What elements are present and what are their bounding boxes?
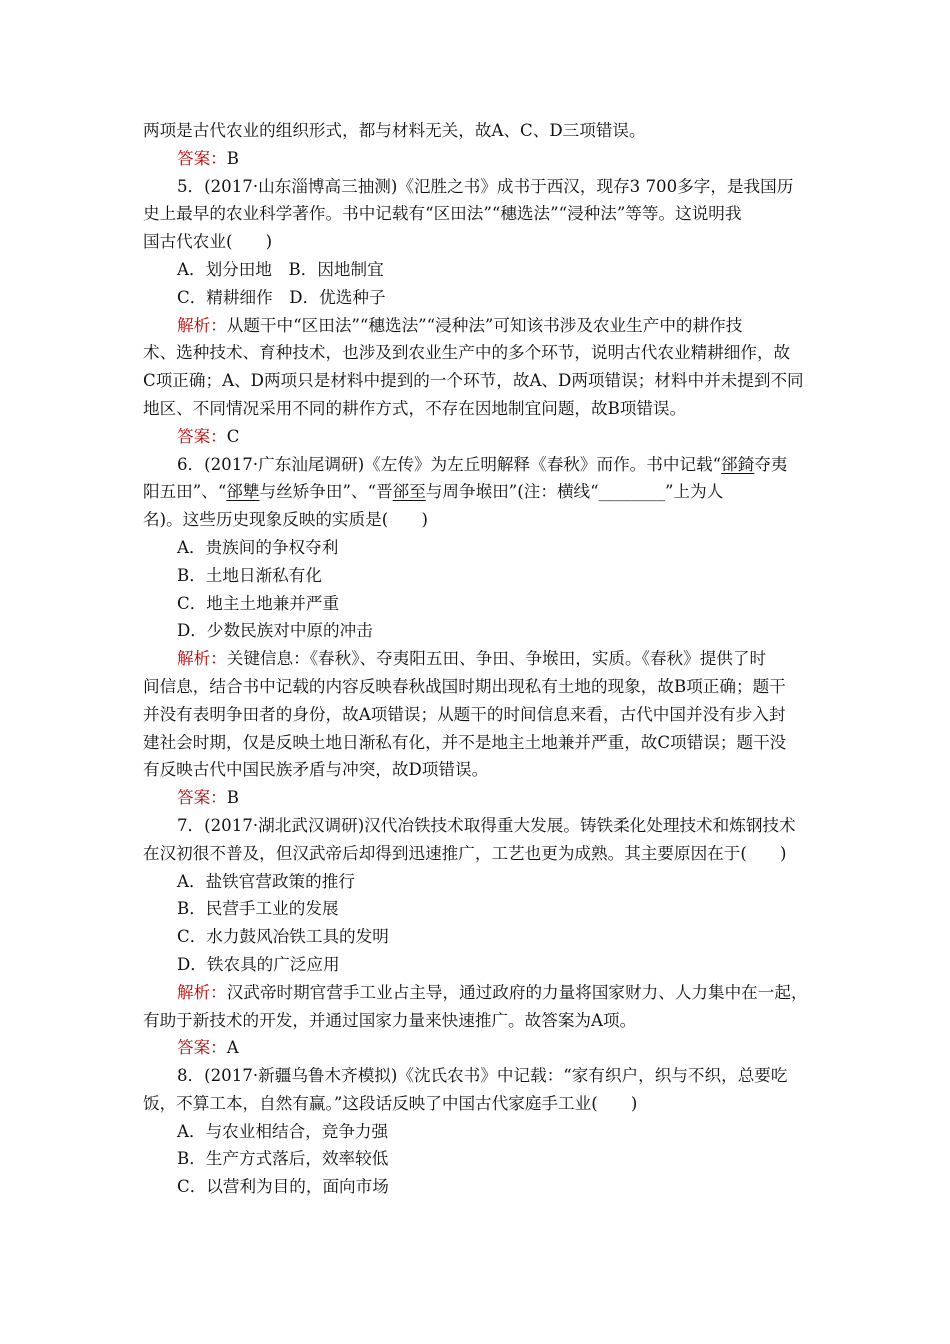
q6-text: 与周争堠田”(注：横线“ (425, 482, 599, 502)
answer-label: 答案： (177, 426, 227, 446)
q6-option-line: C．地主土地兼并严重 (177, 593, 340, 613)
analysis-text: 关键信息：《春秋》、夺夷阳五田、争田、争堠田，实质。《春秋》提供了时 (226, 649, 767, 669)
q6-text: ”上为人 (665, 482, 724, 502)
q5-option-line: A．划分田地 B．因地制宜 (177, 259, 384, 279)
q6-option-line: A．贵族间的争权夺利 (177, 537, 339, 557)
blank-line: ________ (598, 482, 666, 502)
q6-text: 夺夷 (754, 454, 788, 474)
q8-stem-line: 8．(2017·新疆乌鲁木齐模拟)《沈氏农书》中记载：“家有织户，织与不织，总要吃 (177, 1066, 788, 1086)
q6-analysis-line: 间信息，结合书中记载的内容反映春秋战国时期出现私有土地的现象，故B项正确；题干 (143, 676, 786, 696)
q6-analysis-line: 建社会时期，仅是反映土地日渐私有化，并不是地主土地兼并严重，故C项错误；题干没 (143, 732, 787, 752)
analysis-label: 解析： (177, 649, 227, 669)
q6-stem-line (143, 451, 823, 479)
q6-text: 与丝矫争田”、“晋 (259, 482, 393, 502)
analysis-text: 从题干中“区田法”“穗选法”“浸种法”可知该书涉及农业生产中的耕作技 (226, 315, 743, 335)
q5-option-line: C．精耕细作 D．优选种子 (177, 287, 386, 307)
q8-option-line: B．生产方式落后，效率较低 (177, 1149, 389, 1169)
q7-option-line: C．水力鼓风冶铁工具的发明 (177, 927, 389, 947)
q5-stem-line: 史上最早的农业科学著作。书中记载有“区田法”“穗选法”“浸种法”等等。这说明我 (143, 204, 742, 224)
answer-value: B (226, 148, 239, 168)
q8-stem-line: 饭，不算工本，自然有赢。”这段话反映了中国古代家庭手工业( ) (143, 1093, 638, 1113)
q6-stem-line: 名)。这些历史现象反映的实质是( ) (143, 510, 428, 530)
q6-text: 阳五田”、“ (143, 482, 227, 502)
analysis-text: 汉武帝时期官营手工业占主导，通过政府的力量将国家财力、人力集中在一起， (226, 982, 808, 1002)
q5-analysis-line: 地区、不同情况采用不同的耕作方式，不存在因地制宜问题，故B项错误。 (143, 398, 687, 418)
q6-stem-line (143, 478, 823, 506)
underlined-name: 郤錡 (721, 454, 755, 474)
q7-stem-line: 在汉初很不普及，但汉武帝后却得到迅速推广，工艺也更为成熟。其主要原因在于( ) (143, 843, 787, 863)
analysis-label: 解析： (177, 315, 227, 335)
intro-line: 两项是古代农业的组织形式，都与材料无关，故A、C、D三项错误。 (143, 121, 646, 140)
q6-option-line: D．少数民族对中原的冲击 (177, 621, 373, 641)
q7-option-line: A．盐铁官营政策的推行 (177, 871, 355, 891)
q7-analysis-line: 有助于新技术的开发，并通过国家力量来快速推广。故答案为A项。 (143, 1010, 637, 1030)
q5-analysis-line (143, 312, 823, 340)
q7-analysis-line (143, 979, 823, 1007)
q6-analysis-line: 并没有表明争田者的身份，故A项错误；从题干的时间信息来看，古代中国并没有步入封 (143, 704, 786, 724)
document-page (143, 117, 823, 1201)
intro-answer (143, 145, 823, 173)
underlined-name: 郤至 (392, 482, 426, 502)
q6-analysis-line: 有反映古代中国民族矛盾与冲突，故D项错误。 (143, 760, 489, 780)
analysis-label: 解析： (177, 982, 227, 1002)
q8-option-line: C．以营利为目的，面向市场 (177, 1177, 389, 1197)
answer-value: C (226, 426, 240, 446)
q6-option-line: B．土地日渐私有化 (177, 565, 322, 585)
underlined-name: 郤犨 (226, 482, 260, 502)
q5-stem-line: 国古代农业( ) (143, 232, 273, 252)
q8-option-line: A．与农业相结合，竞争力强 (177, 1121, 389, 1141)
answer-label: 答案： (177, 1038, 227, 1058)
q6-answer (143, 784, 823, 812)
q5-analysis-line: C项正确；A、D两项只是材料中提到的一个环节，故A、D两项错误；材料中并未提到不同 (143, 371, 804, 391)
q5-answer (143, 423, 823, 451)
answer-value: B (226, 788, 239, 808)
q7-stem-line: 7．(2017·湖北武汉调研)汉代冶铁技术取得重大发展。铸铁柔化处理技术和炼钢技术 (177, 815, 796, 835)
answer-label: 答案： (177, 788, 227, 808)
answer-value: A (226, 1038, 239, 1058)
q5-stem-line: 5．(2017·山东淄博高三抽测)《氾胜之书》成书于西汉，现存3 700多字，是我国历 (177, 176, 794, 196)
q6-analysis-line (143, 645, 823, 673)
q7-option-line: D．铁农具的广泛应用 (177, 954, 340, 974)
answer-label: 答案： (177, 148, 227, 168)
q7-answer (143, 1034, 823, 1062)
q7-option-line: B．民营手工业的发展 (177, 899, 339, 919)
q5-analysis-line: 术、选种技术、育种技术，也涉及到农业生产中的多个环节，说明古代农业精耕细作，故 (143, 343, 791, 363)
q6-text: 6．(2017·广东汕尾调研)《左传》为左丘明解释《春秋》而作。书中记载“ (177, 454, 722, 474)
